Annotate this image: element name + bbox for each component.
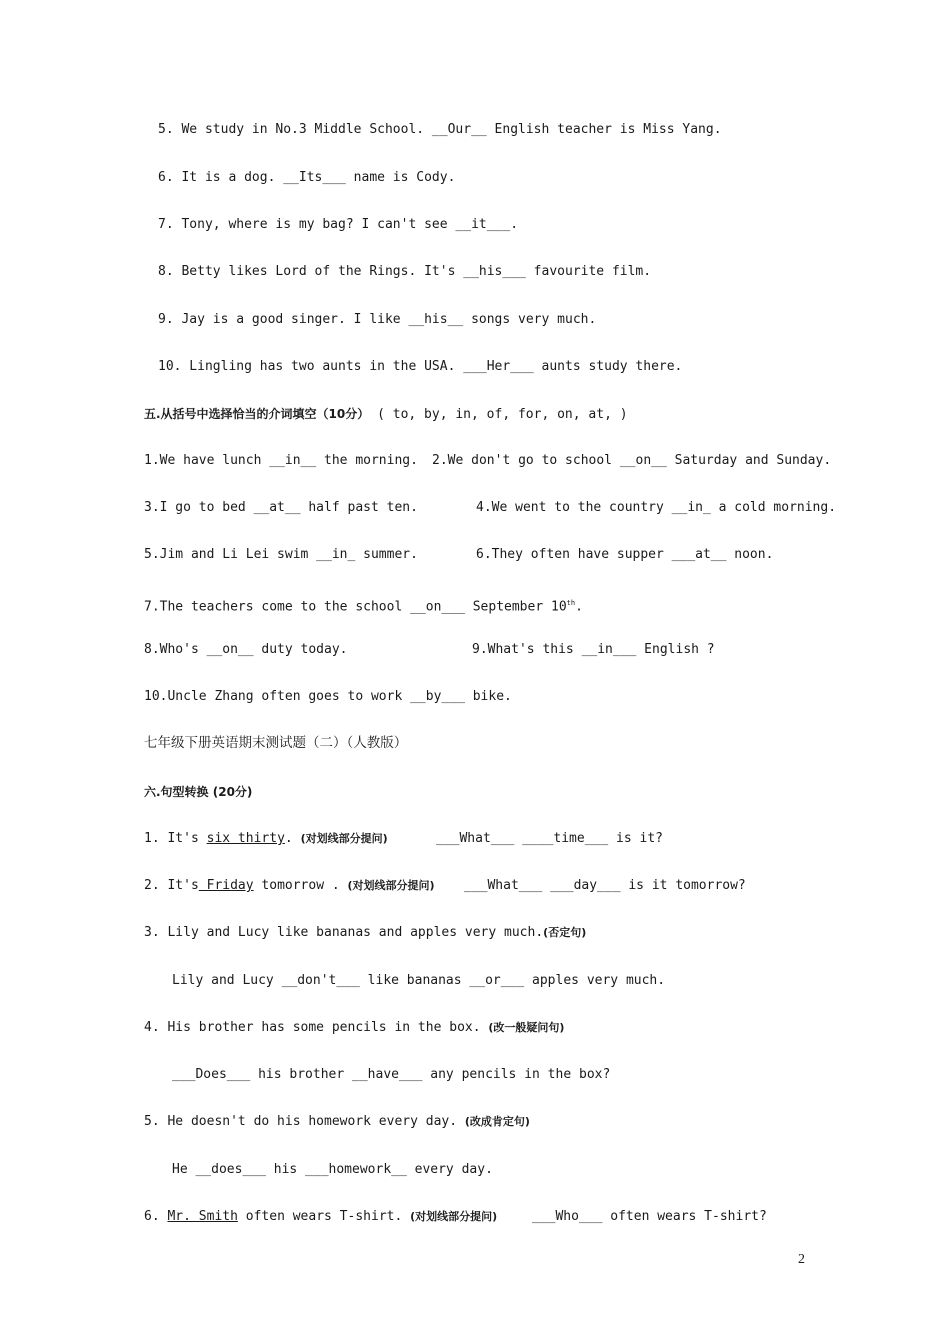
section5-header [144,406,628,423]
page-number: 2 [798,1252,805,1267]
q6-post: often wears T-shirt. [237,1209,411,1224]
pronoun-item-9: 9. Jay is a good singer. I like __his__ songs very much. [158,312,597,327]
doc-title: 七年级下册英语期末测试题（二）（人教版） [144,735,408,751]
q1-pre: 1. It's [144,831,207,846]
prep-item-10: 10.Uncle Zhang often goes to work __by___ bike. [144,689,512,704]
prep-item-2: 2.We don't go to school __on__ Saturday and Sunday. [432,453,832,468]
q6-answer: ___Who___ often wears T-shirt? [532,1209,767,1224]
transform-q6 [144,1209,497,1225]
pronoun-item-8: 8. Betty likes Lord of the Rings. It's __his___ favourite film. [158,264,652,279]
q1-underlined: six thirty [206,831,285,846]
prep-item-6: 6.They often have supper ___at__ noon. [476,547,774,562]
transform-q3 [144,925,586,941]
pronoun-item-7: 7. Tony, where is my bag? I can't see __it___. [158,217,519,232]
transform-q1 [144,831,388,847]
prep-item-7-sup: th [566,599,576,607]
prep-item-7 [144,595,583,615]
prep-item-8: 8.Who's __on__ duty today. [144,642,348,657]
q1-note: (对划线部分提问) [300,832,388,845]
section5-options: ( to, by, in, of, for, on, at, ) [377,407,628,422]
q2-post: tomorrow . [253,878,348,893]
q5-text: 5. He doesn't do his homework every day. [144,1114,465,1129]
prep-item-3: 3.I go to bed __at__ half past ten. [144,500,418,515]
q3-note: (否定句) [543,926,587,939]
pronoun-item-10: 10. Lingling has two aunts in the USA. ___Her___ aunts study there. [158,359,683,374]
pronoun-item-6: 6. It is a dog. __Its___ name is Cody. [158,170,456,185]
prep-item-5: 5.Jim and Li Lei swim __in_ summer. [144,547,418,562]
q2-underlined: Friday [198,878,254,893]
pronoun-item-5: 5. We study in No.3 Middle School. __Our__ English teacher is Miss Yang. [158,122,722,137]
q3-text: 3. Lily and Lucy like bananas and apples very much. [144,925,544,940]
transform-q4 [144,1020,564,1036]
q6-pre: 6. [144,1209,168,1224]
q1-post: . [284,831,301,846]
transform-q2 [144,878,435,894]
q2-note: (对划线部分提问) [347,879,435,892]
q4-answer: ___Does___ his brother __have___ any pencils in the box? [172,1067,611,1082]
q3-answer: Lily and Lucy __don't___ like bananas __or___ apples very much. [172,973,666,988]
prep-item-7-end: . [575,599,583,615]
q5-note: (改成肯定句) [464,1115,530,1128]
prep-item-7-text: 7.The teachers come to the school __on___ September 10 [144,599,567,615]
q1-answer: ___What___ ____time___ is it? [436,831,663,846]
q6-underlined: Mr. Smith [167,1209,238,1224]
section6-heading: 六.句型转换 (20分) [144,785,253,799]
q4-text: 4. His brother has some pencils in the box. [144,1020,489,1035]
prep-item-1: 1.We have lunch __in__ the morning. [144,453,418,468]
q5-answer: He __does___ his ___homework__ every day. [172,1162,493,1177]
q4-note: (改一般疑问句) [488,1021,565,1034]
transform-q5 [144,1114,530,1130]
q2-answer: ___What___ ___day___ is it tomorrow? [464,878,746,893]
section5-heading: 五.从括号中选择恰当的介词填空（10分） [144,407,370,421]
q2-pre: 2. It's [144,878,199,893]
prep-item-9: 9.What's this __in___ English ? [472,642,715,657]
prep-item-4: 4.We went to the country __in_ a cold morning. [476,500,837,515]
q6-note: (对划线部分提问) [410,1210,498,1223]
